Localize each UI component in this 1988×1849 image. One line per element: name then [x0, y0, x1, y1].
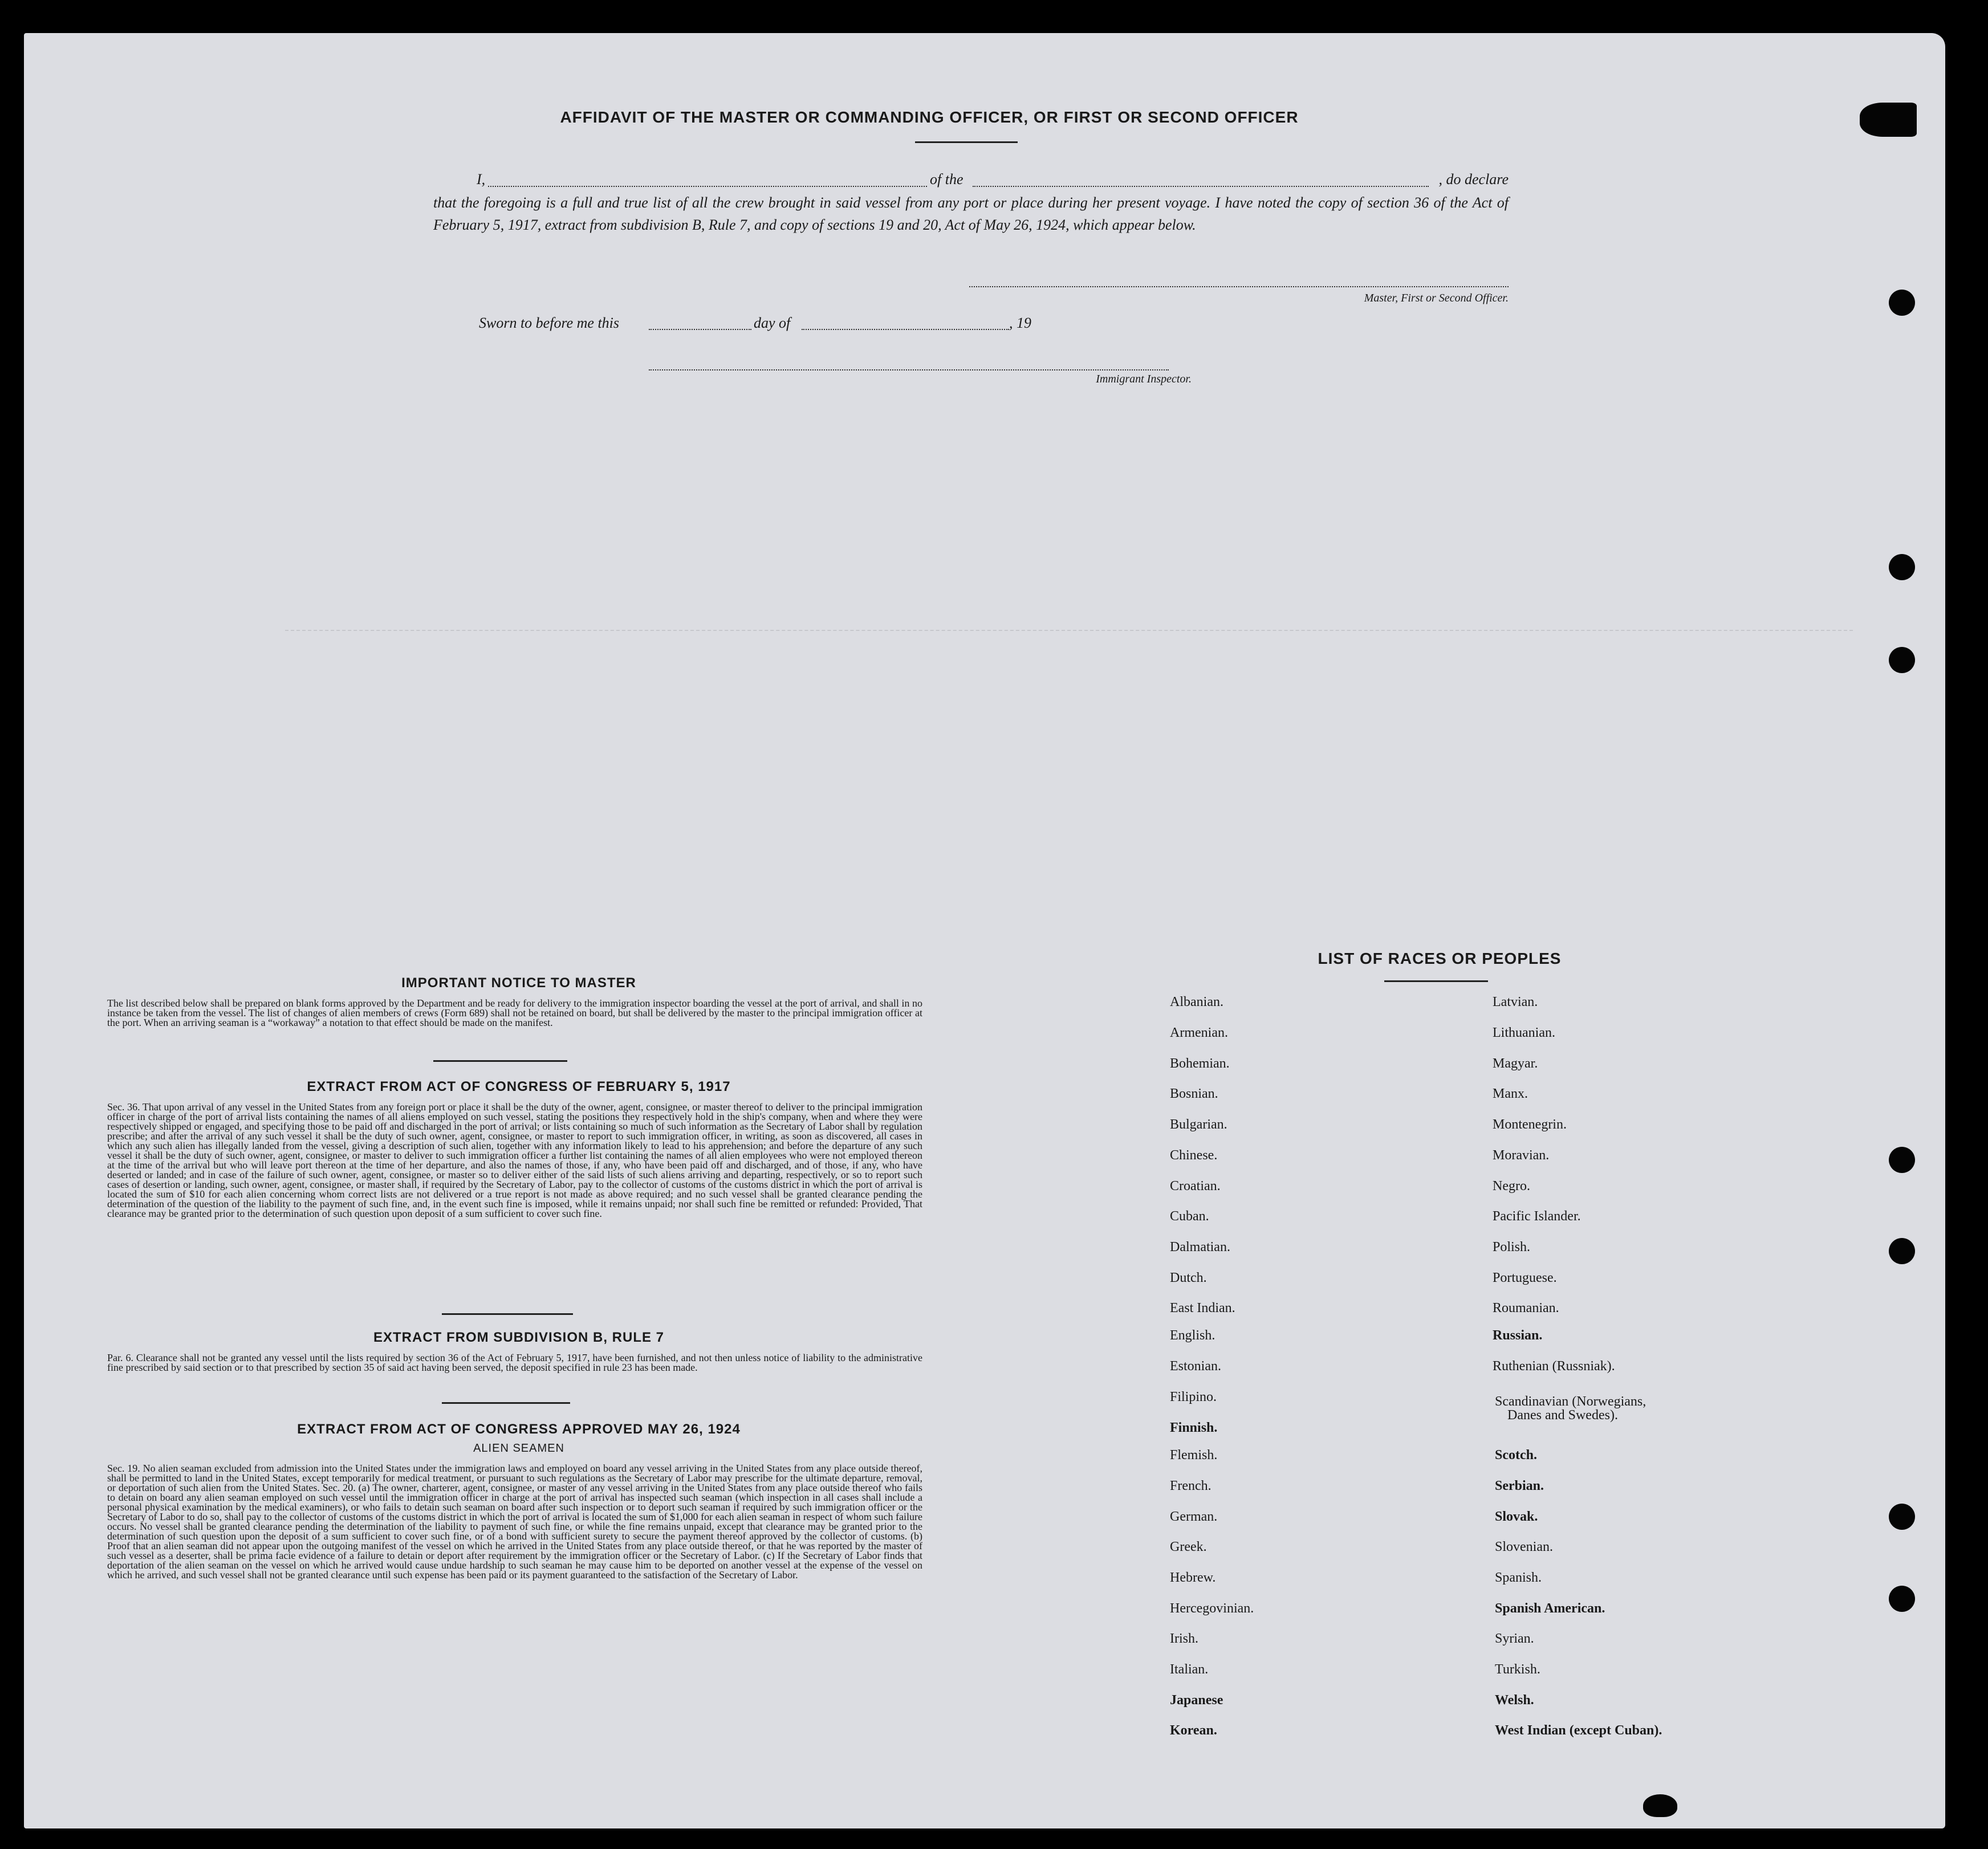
- notice-divider: [433, 1060, 567, 1062]
- race-item: Polish.: [1493, 1240, 1531, 1255]
- race-item: Flemish.: [1170, 1448, 1218, 1463]
- race-item: Montenegrin.: [1493, 1117, 1567, 1132]
- race-item: Spanish.: [1495, 1570, 1542, 1585]
- sworn-month-field[interactable]: [802, 329, 1009, 330]
- race-item: Scandinavian (Norwegians,: [1495, 1394, 1646, 1409]
- race-item: Estonian.: [1170, 1359, 1221, 1374]
- affidavit-line1: [477, 171, 1509, 190]
- declarant-prefix: I,: [477, 171, 486, 188]
- race-item: Latvian.: [1493, 995, 1538, 1009]
- race-item: Slovenian.: [1495, 1540, 1553, 1554]
- declarant-name-field[interactable]: [488, 186, 927, 187]
- race-item: French.: [1170, 1479, 1211, 1493]
- race-item: Syrian.: [1495, 1631, 1534, 1646]
- race-item: Serbian.: [1495, 1479, 1544, 1493]
- punch-hole: [1889, 1586, 1915, 1612]
- race-item: Bulgarian.: [1170, 1117, 1227, 1132]
- race-item: Bosnian.: [1170, 1086, 1218, 1101]
- sworn-year: , 19: [1009, 315, 1031, 331]
- punch-hole: [1889, 1238, 1915, 1264]
- race-item: Korean.: [1170, 1723, 1217, 1738]
- rule7-divider: [442, 1402, 570, 1404]
- race-item: Manx.: [1493, 1086, 1528, 1101]
- race-item: Filipino.: [1170, 1390, 1217, 1404]
- punch-hole: [1889, 647, 1915, 673]
- race-item: Armenian.: [1170, 1025, 1228, 1040]
- race-item: West Indian (except Cuban).: [1495, 1723, 1662, 1738]
- race-item: Slovak.: [1495, 1509, 1538, 1524]
- punch-hole: [1889, 290, 1915, 316]
- race-item: Albanian.: [1170, 995, 1223, 1009]
- master-signature-label: Master, First or Second Officer.: [1364, 292, 1509, 304]
- race-item: Turkish.: [1495, 1662, 1540, 1677]
- race-item: Irish.: [1170, 1631, 1198, 1646]
- race-item: East Indian.: [1170, 1301, 1235, 1316]
- vessel-name-field[interactable]: [973, 186, 1429, 187]
- race-item: Hebrew.: [1170, 1570, 1216, 1585]
- race-item: Negro.: [1493, 1179, 1530, 1194]
- race-item: Danes and Swedes).: [1507, 1408, 1618, 1423]
- extract1917-body: Sec. 36. That upon arrival of any vessel in the United States from any foreign port or place it shall be the duty of the owner, agent, consignee, or master thereof to deliver to the principal immigration officer in charge of the port of arrival lists containing the names of all aliens employed on such vessel, stating the positions they respectively hold in the ship's company, when and where they were respectively shipped or engaged, and specifying those to be paid off and discharged in the port of arrival; or lists containing so much of such information as the Secretary of Labor shall by regulation prescribe; and after the arrival of any such vessel it shall be the duty of such owner, agent, consignee, or master to report to such immigration officer, in writing, as soon as discovered, all cases in which any such alien has illegally landed from the vessel, giving a description of such alien, together with any information likely to lead to his apprehension; and before the departure of any such vessel it shall be the duty of such owner, agent, consignee, or master to deliver to such immigration officer a further list containing the names of all alien employees who were not employed thereon at the time of the arrival but who will leave port thereon at the time of her departure, and also the names of those, if any, who have been paid off and discharged, and of those, if any, who have deserted or landed; and in case of the failure of such owner, agent, consignee, or master so to deliver either of the said lists of such aliens arriving and departing, respectively, or so to report such cases of desertion or landing, such owner, agent, consignee, or master shall, if required by the Secretary of Labor, pay to the collector of customs of the customs district in which the port of arrival is located the sum of $10 for each alien concerning whom correct lists are not delivered or a true report is not made as above required; and no such vessel shall be granted clearance pending the determination of the question of the liability to the payment of such fine, and, in the event such fine is imposed, while it remains unpaid; nor shall such fine be remitted or refunded: Provided, That clearance may be granted prior to the determination of such question upon deposit of a sum sufficient to cover such fine.: [107, 1101, 922, 1219]
- race-item: English.: [1170, 1328, 1215, 1343]
- race-item: Magyar.: [1493, 1056, 1538, 1071]
- race-item: Chinese.: [1170, 1148, 1218, 1163]
- race-item: Hercegovinian.: [1170, 1601, 1254, 1616]
- race-item: Bohemian.: [1170, 1056, 1230, 1071]
- affidavit-body: that the foregoing is a full and true list of all the crew brought in said vessel from any port or place during her present voyage. I have noted the copy of section 36 of the Act of February 5, 1917, extract from subdivision B, Rule 7, and copy of sections 19 and 20, Act of May 26, 1924, which appear below.: [433, 194, 1509, 233]
- race-item: Japanese: [1170, 1693, 1223, 1708]
- sworn-line: [479, 315, 1163, 334]
- race-item: German.: [1170, 1509, 1218, 1524]
- races-title: LIST OF RACES OR PEOPLES: [1318, 950, 1562, 967]
- races-divider: [1384, 980, 1488, 982]
- punch-hole: [1889, 554, 1915, 580]
- race-item: Finnish.: [1170, 1420, 1218, 1435]
- master-signature-field[interactable]: [969, 286, 1509, 287]
- extract1924-title: EXTRACT FROM ACT OF CONGRESS APPROVED MAY 26, 1924: [297, 1422, 741, 1437]
- rule7-title: EXTRACT FROM SUBDIVISION B, RULE 7: [373, 1330, 665, 1345]
- race-item: Portuguese.: [1493, 1270, 1557, 1285]
- race-item: Moravian.: [1493, 1148, 1550, 1163]
- race-item: Dalmatian.: [1170, 1240, 1230, 1255]
- sworn-date-field[interactable]: [649, 329, 751, 330]
- race-item: Scotch.: [1495, 1448, 1537, 1463]
- race-item: Cuban.: [1170, 1209, 1209, 1224]
- race-item: Lithuanian.: [1493, 1025, 1555, 1040]
- race-item: Pacific Islander.: [1493, 1209, 1581, 1224]
- extract1917-divider: [442, 1313, 573, 1315]
- race-item: Croatian.: [1170, 1179, 1221, 1194]
- binder-tab: [1860, 103, 1917, 137]
- extract1924-body: Sec. 19. No alien seaman excluded from admission into the United States under the immigration laws and employed on board any vessel arriving in the United States from any place outside thereof, shall be permitted to land in the United States, except temporarily for medical treatment, or pursuant to such regulations as the Secretary of Labor may prescribe for the ultimate departure, removal, or deportation of such alien from the United States. Sec. 20. (a) The owner, charterer, agent, consignee, or master of any vessel arriving in the United States from any place outside thereof who fails to detain on board any alien seaman employed on such vessel until the immigration officer in charge at the port of arrival has inspected such seaman (which inspection in all cases shall include a personal physical examination by the medical examiners), or who fails to detain such seaman on board after such inspection or to deport such seaman if required by such immigration officer or the Secretary of Labor to do so, shall pay to the collector of customs of the customs district in which the port of arrival is located the sum of $1,000 for each alien seaman in respect of whom such failure occurs. No vessel shall be granted clearance pending the determination of the liability to payment of such fine, or while the fine remains unpaid, except that clearance may be granted prior to the determination of such question upon the deposit of a sum sufficient to cover such fine, or of a bond with sufficient surety to secure the payment thereof approved by the collector of customs. (b) Proof that an alien seaman did not appear upon the outgoing manifest of the vessel on which he arrived in the United States from any place outside thereof, or that he was reported by the master of such vessel as a deserter, shall be prima facie evidence of a failure to detain or deport after requirement by the immigration officer or the Secretary of Labor. (c) If the Secretary of Labor finds that deportation of the alien seaman on the vessel on which he arrived would cause undue hardship to such seaman he may cause him to be deported on another vessel at the expense of the vessel on which he arrived, and such vessel shall not be granted clearance until such expense has been paid or its payment guaranteed to the satisfaction of the Secretary of Labor.: [107, 1463, 922, 1581]
- title-divider: [915, 141, 1018, 143]
- extract1917-title: EXTRACT FROM ACT OF CONGRESS OF FEBRUARY 5, 1917: [307, 1079, 731, 1094]
- race-item: Spanish American.: [1495, 1601, 1605, 1616]
- race-item: Greek.: [1170, 1540, 1207, 1554]
- rule7-body: Par. 6. Clearance shall not be granted any vessel until the lists required by section 36 of the Act of February 5, 1917, have been furnished, and not then unless notice of liability to the administrative fine prescribed by said section or to that prescribed by section 35 of said act having been served, the deposit specified in rule 23 has been made.: [107, 1352, 922, 1373]
- sworn-prefix: Sworn to before me this: [479, 315, 620, 331]
- race-item: Dutch.: [1170, 1270, 1207, 1285]
- affidavit-title: AFFIDAVIT OF THE MASTER OR COMMANDING OFFICER, OR FIRST OR SECOND OFFICER: [560, 108, 1299, 126]
- race-item: Italian.: [1170, 1662, 1209, 1677]
- punch-hole: [1889, 1147, 1915, 1173]
- inspector-label: Immigrant Inspector.: [1096, 373, 1192, 385]
- declare-label: , do declare: [1438, 171, 1509, 188]
- inspector-signature-field[interactable]: [649, 369, 1169, 370]
- race-item: Roumanian.: [1493, 1301, 1559, 1316]
- extract1924-subtitle: ALIEN SEAMEN: [473, 1442, 564, 1455]
- race-item: Welsh.: [1495, 1693, 1534, 1708]
- notice-body: The list described below shall be prepared on blank forms approved by the Department and be ready for delivery to the immigration inspector boarding the vessel at the port of arrival, and shall in no instance be taken from the vessel. The list of changes of alien members of crews (Form 689) shall not be retained on board, but shall be delivered by the master to the principal immigration officer at the port. When an arriving seaman is a “workaway” a notation to that effect should be made on the manifest.: [107, 997, 922, 1028]
- vessel-of-label: of the: [930, 171, 963, 188]
- sworn-day-label: day of: [754, 315, 791, 331]
- bleed-line: [285, 630, 1853, 631]
- notice-title: IMPORTANT NOTICE TO MASTER: [401, 975, 636, 991]
- race-item: Ruthenian (Russniak).: [1493, 1359, 1615, 1374]
- punch-hole: [1889, 1504, 1915, 1530]
- ink-blot: [1643, 1794, 1677, 1817]
- race-item: Russian.: [1493, 1328, 1543, 1343]
